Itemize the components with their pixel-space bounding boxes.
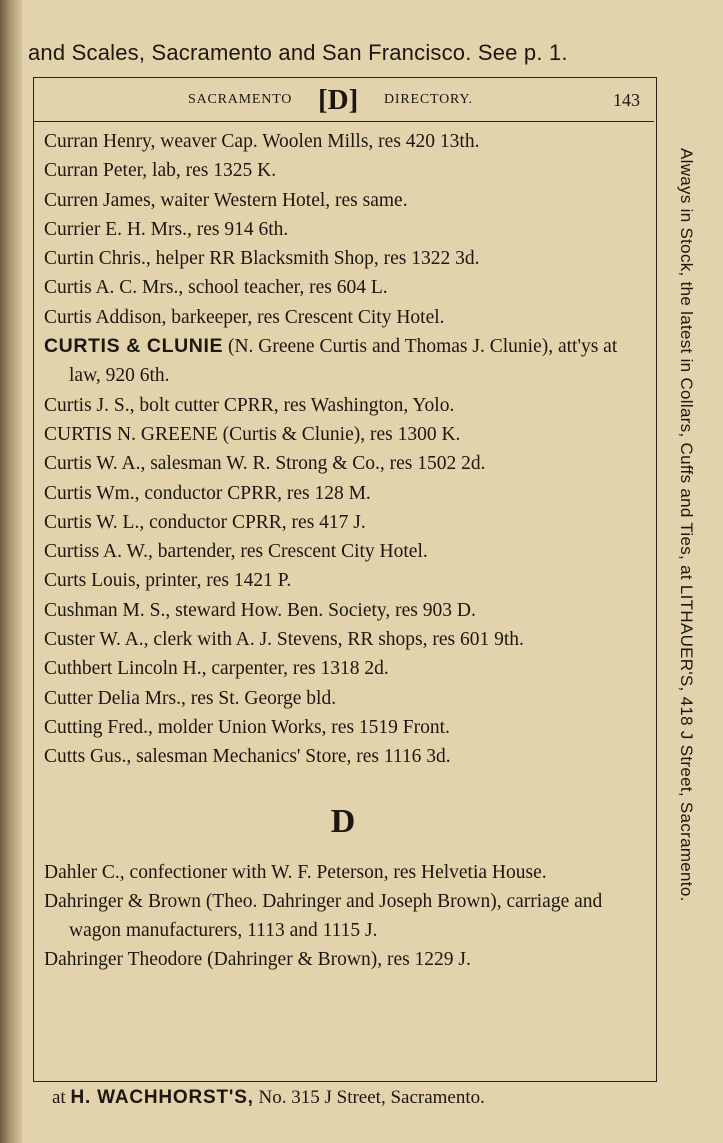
bottom-ad-suffix: No. 315 J Street, Sacramento. [253, 1087, 485, 1108]
directory-entry [44, 713, 642, 742]
bottom-ad-name: H. WACHHORST'S, [70, 1087, 254, 1108]
directory-entry [44, 449, 642, 478]
directory-entry [44, 858, 642, 887]
entry-text: Curtis J. S., bolt cutter CPRR, res Washington, Yolo. [44, 394, 455, 416]
directory-entry [44, 625, 642, 654]
directory-entry [44, 186, 642, 215]
entry-text: CURTIS N. GREENE (Curtis & Clunie), res 1300 K. [44, 423, 461, 445]
entry-text: Cuthbert Lincoln H., carpenter, res 1318 2d. [44, 658, 389, 680]
directory-entry [44, 654, 642, 683]
entry-text: Cutting Fred., molder Union Works, res 1519 Front. [44, 716, 450, 738]
page-frame [33, 77, 657, 1082]
directory-entry [44, 303, 642, 332]
directory-entry [44, 244, 642, 273]
entry-text: Cushman M. S., steward How. Ben. Society, res 903 D. [44, 599, 476, 621]
entry-text: Currier E. H. Mrs., res 914 6th. [44, 218, 289, 240]
entry-text: Curtis W. A., salesman W. R. Strong & Co., res 1502 2d. [44, 453, 486, 475]
entry-text: Curtiss A. W., bartender, res Crescent City Hotel. [44, 541, 428, 563]
page-number: 143 [613, 90, 640, 110]
entry-text: Custer W. A., clerk with A. J. Stevens, RR shops, res 601 9th. [44, 629, 524, 651]
entry-text: Curtis Wm., conductor CPRR, res 128 M. [44, 482, 371, 504]
directory-entry [44, 215, 642, 244]
directory-entry [44, 742, 642, 771]
directory-entry [44, 684, 642, 713]
directory-entry [44, 537, 642, 566]
directory-entry [44, 420, 642, 449]
entry-text: Cutts Gus., salesman Mechanics' Store, res 1116 3d. [44, 746, 451, 768]
section-heading-d: D [330, 802, 356, 840]
entry-text: Curren James, waiter Western Hotel, res same. [44, 189, 408, 211]
directory-entry [44, 127, 642, 156]
directory-entry [44, 156, 642, 185]
entry-text: Curtis A. C. Mrs., school teacher, res 604 L. [44, 277, 388, 299]
running-head-city: SACRAMENTO [188, 92, 293, 107]
entries-d-section [44, 858, 642, 975]
entry-text: Curtis W. L., conductor CPRR, res 417 J. [44, 511, 366, 533]
page-binding-edge [0, 0, 22, 1143]
running-head-letter: [D] [318, 84, 359, 116]
directory-entry [44, 332, 642, 391]
side-advertisement: Always in Stock, the latest in Collars, Cuffs and Ties, at LITHAUER'S, 418 J Street, Sacramento. [677, 148, 696, 902]
entry-text: Dahler C., confectioner with W. F. Peterson, res Helvetia House. [44, 861, 547, 883]
directory-entry [44, 945, 642, 974]
top-advertisement: and Scales, Sacramento and San Francisco. See p. 1. [28, 40, 568, 65]
directory-entry [44, 479, 642, 508]
entry-text: Curran Peter, lab, res 1325 K. [44, 160, 277, 182]
directory-entry [44, 596, 642, 625]
entry-text: Cutter Delia Mrs., res St. George bld. [44, 687, 337, 709]
running-head [34, 82, 656, 120]
entry-text: Curtin Chris., helper RR Blacksmith Shop, res 1322 3d. [44, 248, 480, 270]
entry-bold-name: CURTIS & CLUNIE [44, 335, 224, 358]
entry-text: Curran Henry, weaver Cap. Woolen Mills, res 420 13th. [44, 131, 480, 152]
directory-entry [44, 508, 642, 537]
running-head-directory: DIRECTORY. [384, 92, 473, 107]
directory-entry [44, 391, 642, 420]
directory-content [34, 121, 654, 1082]
entry-text: Curts Louis, printer, res 1421 P. [44, 570, 292, 592]
directory-entry [44, 887, 642, 946]
bottom-advertisement [52, 1087, 692, 1109]
entries-list [44, 127, 642, 975]
entry-text: Dahringer & Brown (Theo. Dahringer and Joseph Brown), carriage and wagon manufacturers, 1113 and 1115 J. [44, 890, 603, 942]
directory-entry [44, 273, 642, 302]
entry-text: (N. Greene Curtis and Thomas J. Clunie), att'ys at law, 920 6th. [69, 336, 618, 387]
entry-text: Dahringer Theodore (Dahringer & Brown), res 1229 J. [44, 949, 471, 971]
bottom-ad-prefix: at [52, 1087, 71, 1108]
entries-c-section [44, 127, 642, 772]
directory-entry [44, 566, 642, 595]
entry-text: Curtis Addison, barkeeper, res Crescent City Hotel. [44, 306, 445, 328]
